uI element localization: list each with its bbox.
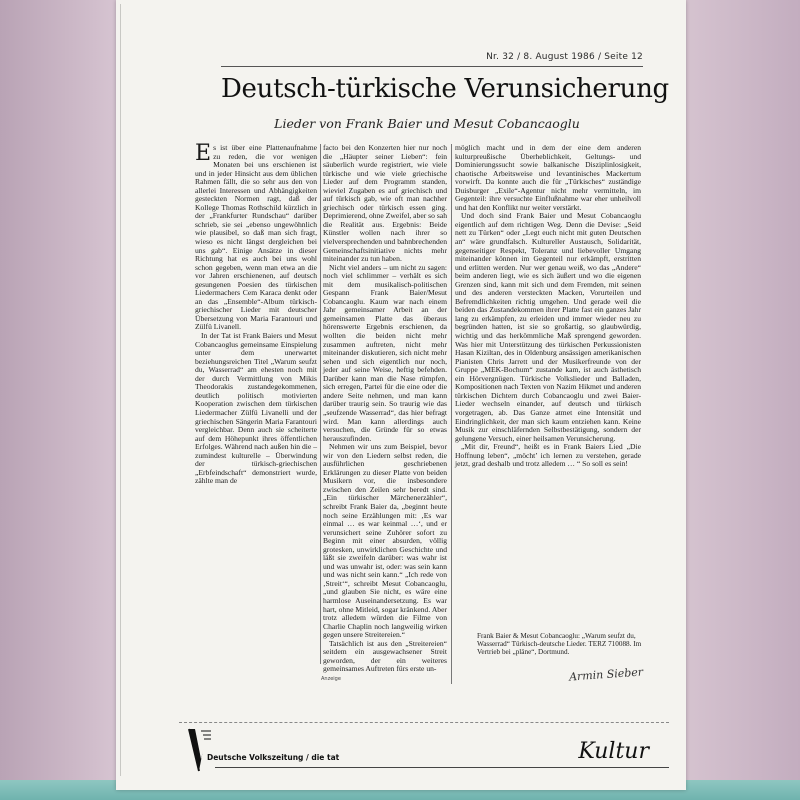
clipping-page [120, 4, 683, 776]
article-column-3 [455, 144, 641, 674]
page-footer [179, 722, 669, 779]
author-signature: Armin Sieber [568, 665, 644, 684]
headline: Deutsch-türkische Verunsicherung [221, 74, 669, 104]
paragraph: facto bei den Konzerten hier nur noch die „Häupter seiner Lieben“: fein säuberlich wurde registriert, wie viele türkische und wie viele griechische Lieder auf dem Programm standen, wieviel Zugaben es auf griechisch und auf türkisch gab, wie oft man nachher griechisch oder türkisch essen ging. Deprimierend, ohne Zweifel, aber so sah die Realität aus. Ergebnis: Beide Künstler wollen nach ihrer so vielversprechenden und bahnbrechenden Gemeinschaftsinitiative nichts mehr miteinander zu tun haben. [323, 143, 447, 264]
paragraph: „Mit dir, Freund“, heißt es in Frank Baiers Lied „Die Hoffnung leben“, „möcht’ ich lernen zu verstehen, gerade jetzt, grad deshalb und trotz alledem … “ So soll es sein! [455, 442, 641, 469]
paragraph: In der Tat ist Frank Baiers und Mesut Cobancaoglus gemeinsame Einspielung unter dem unerwartet beziehungsreichen Titel „Warum seufzt du, Wasserrad“ am ehesten noch mit der durch Vermittlung von Mikis Theodorakis zustandegekommenen, deutlich politisch motivierten Kooperation zwischen dem türkischen Liedermacher Zülfü Livanelli und der griechischen Sängerin Maria Farantouri vergleichbar. Denn auch sie scheiterte auf dem Höhepunkt ihres öffentlichen Erfolges. Während nach außen hin die – zumindest kulturelle – Überwindung der türkisch-griechischen „Erbfeindschaft“ demonstriert wurde, zählte man de [195, 331, 317, 486]
paragraph: Und doch sind Frank Baier und Mesut Cobancaoglu eigentlich auf dem richtigen Weg. Denn die Devise: „Seid nett zu Türken“ oder „Legt euch nicht mit guten Deutschen an“ wäre grundfalsch. Kultureller Austausch, Solidarität, gegenseitiger Respekt, Toleranz und liebevoller Umgang miteinander können im Gegenteil nur erkämpft, erstritten und erlitten werden. Nur wer genau weiß, wo das „Andere“ beim anderen liegt, wie es sich äußert und wo die eigenen Grenzen sind, kann mit sich und dem Fremden, mit seinen und des anderen versteckten Macken, Vorurteilen und Befremdlichkeiten richtig umgehen. Und gerade weil die beiden das Zustandekommen ihrer Platte fast ein ganzes Jahr lang zu erkämpfen, zu erleiden und immer wieder neu zu begründen hatten, ist sie so großartig, so glaubwürdig, wichtig und das herkömmliche Maß sprengend geworden. Was hier mit Unterstützung des türkischen Perkussionisten Hasan Kiziltan, des in Oldenburg ansässigen amerikanischen Pianisten Chris Jarrett und der Musikerfreunde von der Gruppe „MEK-Bochum“ zustande kam, ist auch ästhetisch ein Hörvergnügen. Türkische Volkslieder und Balladen, Kompositionen nach Texten von Nazim Hikmet und anderen türkischen Dichtern durch Cobancaoglu und zwei Baier-Lieder wechseln einander, auf deutsch und türkisch vorgetragen, ab. Das Ganze atmet eine Intensität und Eindringlichkeit, der man sich kaum entziehen kann. Keine Musik zur einschläfernden Selbstbestätigung, sondern der gelungene Versuch, einer heilsamen Verunsicherung. [455, 211, 641, 443]
record-caption: Frank Baier & Mesut Cobancaoglu: „Warum seufzt du, Wasserrad“ Türkisch-deutsche Lieder. TERZ 710088. Im Vertrieb bei „pläne“, Dortmund. [477, 632, 642, 657]
background-right [680, 0, 800, 800]
issue-line: Nr. 32 / 8. August 1986 / Seite 12 [486, 52, 643, 62]
section-title: Kultur [578, 739, 649, 764]
article-column-1 [195, 141, 317, 486]
paragraph: Nicht viel anders – um nicht zu sagen: noch viel schlimmer – verhält es sich mit dem musikalisch-politischen Gespann Frank Baier/Mesut Cobancaoglu. Kaum war nach einem Jahr gemeinsamer Arbeit an der gemeinsamen Platte das überaus hörenswerte Ergebnis erschienen, da wollten die beiden nicht mehr zusammen auftreten, nicht mehr miteinander diskutieren, sich nicht mehr sehen und sich eigentlich nur noch, jeder auf seine Weise, heftig befehden. Darüber kann man die Nase rümpfen, sich erregen, Partei für die eine oder die andere Seite nehmen, und man kann darüber traurig sein. So traurig wie das „seufzende Wasserrad“, das hier befragt wird. Man kann allerdings auch versuchen, die Gründe für so etwas herauszufinden. [323, 262, 447, 443]
column-rule [451, 144, 452, 684]
paragraph: Es ist über eine Plattenaufnahme zu reden, die vor wenigen Monaten bei uns erschienen ist und in jeder Hinsicht aus dem üblichen Rahmen fällt, die so sehr aus den von allerlei Interessen und Abhängigkeiten gesteckten Normen ragt, daß der Kollege Thomas Rothschild kürzlich in der „Frankfurter Rundschau“ darüber schrieb, sie sei „ebenso ungewöhnlich wie plausibel, so daß man sich fragt, wieso es nicht längst dergleichen bei uns gab“. Einige Ansätze in dieser Richtung hat es auch bei uns wohl schon gegeben, wenn man etwa an die vor Jahren erschienenen, auf deutsch gesungenen Poesien des türkischen Liedermachers Cem Karaca denkt oder an das „Ensemble“-Album türkisch-griechischer Lieder mit deutscher Übersetzung von Maria Farantouri und Zülfü Livanell. [195, 141, 317, 332]
column-rule [320, 144, 321, 664]
newspaper-clipping [116, 0, 686, 790]
subheadline: Lieder von Frank Baier und Mesut Cobancaoglu [274, 116, 580, 131]
newspaper-name: Deutsche Volkszeitung / die tat [207, 753, 340, 762]
background-left [0, 0, 118, 800]
article-column-2 [323, 143, 447, 674]
paragraph: Nehmen wir uns zum Beispiel, bevor wir von den Liedern selbst reden, die ausführlichen geschriebenen Erklärungen zu dieser Platte von beiden Musikern vor, die insbesondere zwischen den Zeilen sehr beredt sind. „Ein türkischer Märchenerzähler“, schreibt Frank Baier da, „beginnt heute noch seine Erzählungen mit: ‚Es war einmal … es war keinmal …‘, und er verunsichert seine Zuhörer sofort zu Beginn mit einer absurden, völlig grotesken, unwirklichen Geschichte und läßt sie zweifeln darüber: was wahr ist und was unwahr ist, oder: was sein kann und was nicht sein kann.“ „Ich rede von ‚Streit‘“, schreibt Mesut Cobancaoglu, „und glauben Sie nicht, es wäre eine harmlose Auseinandersetzung. Es war hart, ohne Mitleid, sogar kränkend. Aber trotz alledem würden die Filme von Charlie Chaplin noch langweilig wirken gegen unsere Streitereien.“ [323, 442, 447, 640]
header-rule [221, 66, 643, 67]
paragraph: möglich macht und in dem der eine dem anderen kulturpreußische Überheblichkeit, Geltungs- und Dominierungssucht sowie balkanische Disziplinlosigkeit, chaotische Arbeitsweise und levantinisches Mackertum vorwirft. Da konnte auch die für „Türkisches“ zuständige Duisburger „Exile“-Agentur nicht mehr vermitteln, im Gegenteil: ihre versuchte Einflußnahme war eher unheilvoll und hat den Konflikt nur weiter verstärkt. [455, 143, 641, 212]
paragraph: Tatsächlich ist aus den „Streitereien“ seitdem ein ausgewachsener Streit geworden, der ein weiteres gemeinsames Auftreten fürs erste un- [323, 638, 447, 674]
small-mark: Anzeige [321, 676, 341, 682]
footer-rule [215, 767, 669, 768]
dropcap: E [195, 141, 212, 166]
